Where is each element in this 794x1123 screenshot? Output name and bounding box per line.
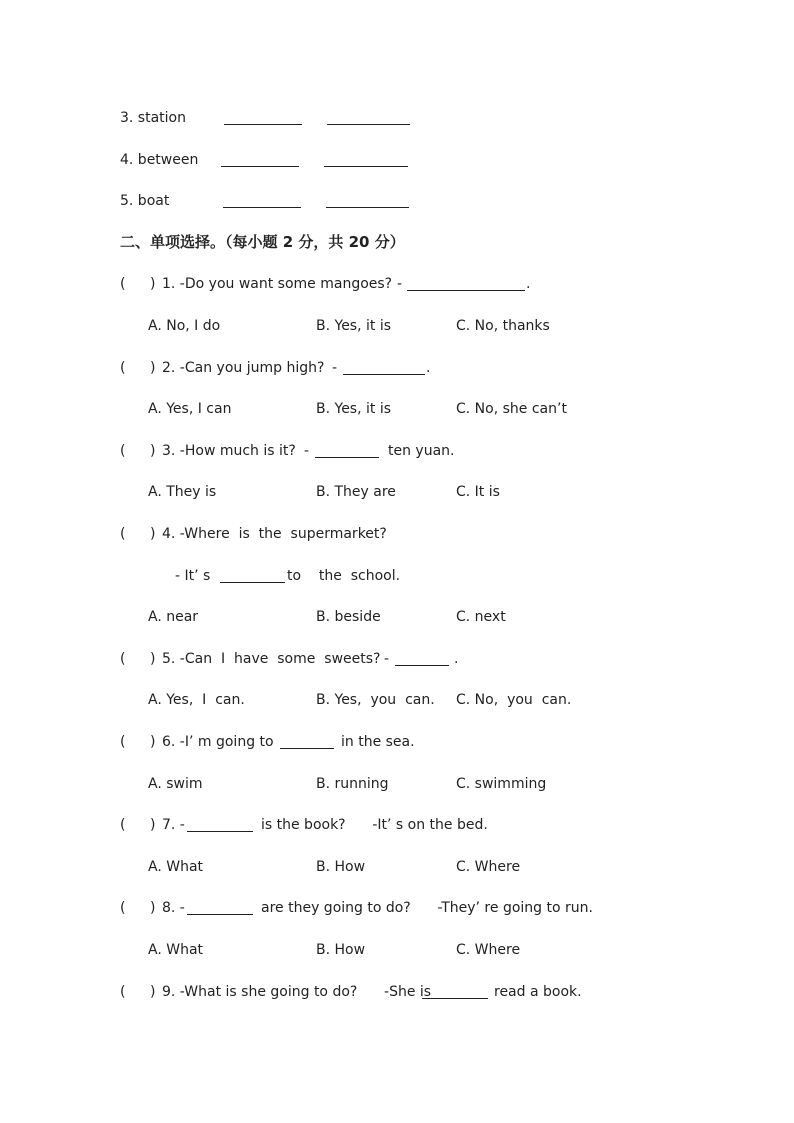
answer-paren-open: ( [120,817,126,833]
question-8-stem: 8. - [162,900,185,916]
answer-blank[interactable] [187,831,253,832]
vocab-blank[interactable] [224,124,302,125]
question-3-dash: - [304,443,310,459]
answer-paren-close: ) [150,360,156,376]
option-c[interactable]: C. Where [456,942,521,958]
question-1-stem: 1. -Do you want some mangoes? [162,276,393,292]
option-a[interactable]: A. near [148,609,199,625]
question-6-end: in the sea. [341,734,415,750]
answer-blank[interactable] [407,290,525,291]
answer-blank[interactable] [422,998,488,999]
question-7-stem: 7. - [162,817,185,833]
option-b[interactable]: B. Yes, you can. [316,692,435,708]
option-c[interactable]: C. swimming [456,776,547,792]
answer-paren-close: ) [150,984,156,1000]
question-5-end: . [454,651,459,667]
answer-paren-open: ( [120,360,126,376]
answer-paren-open: ( [120,900,126,916]
vocab-blank[interactable] [324,166,408,167]
vocab-blank[interactable] [327,124,410,125]
option-b[interactable]: B. How [316,859,366,875]
question-9-end: read a book. [494,984,582,1000]
question-9-stem: 9. -What is she going to do? -She is [162,984,432,1000]
vocab-blank[interactable] [221,166,299,167]
option-b[interactable]: B. They are [316,484,396,500]
answer-blank[interactable] [280,748,334,749]
answer-paren-close: ) [150,817,156,833]
option-a[interactable]: A. No, I do [148,318,221,334]
answer-paren-open: ( [120,526,126,542]
question-5-stem: 5. -Can I have some sweets? [162,651,381,667]
answer-paren-open: ( [120,984,126,1000]
option-a[interactable]: A. What [148,859,204,875]
option-a[interactable]: A. swim [148,776,203,792]
option-c[interactable]: C. No, you can. [456,692,572,708]
answer-paren-close: ) [150,734,156,750]
answer-blank[interactable] [395,665,449,666]
question-3-end: ten yuan. [388,443,455,459]
option-a[interactable]: A. They is [148,484,217,500]
question-1-end: . [526,276,531,292]
question-8-end: are they going to do? -They’ re going to run. [261,900,593,916]
answer-paren-open: ( [120,651,126,667]
option-c[interactable]: C. Where [456,859,521,875]
question-6-stem: 6. -I’ m going to [162,734,274,750]
question-5-dash: - [384,651,390,667]
question-3-stem: 3. -How much is it? [162,443,296,459]
option-c[interactable]: C. No, thanks [456,318,550,334]
question-4-line2-end: to the school. [287,568,401,584]
answer-blank[interactable] [187,914,253,915]
option-c[interactable]: C. No, she can’t [456,401,567,417]
option-a[interactable]: A. What [148,942,204,958]
answer-paren-close: ) [150,443,156,459]
option-a[interactable]: A. Yes, I can [148,401,232,417]
option-b[interactable]: B. beside [316,609,381,625]
question-4-line2: - It’ s [175,568,211,584]
answer-paren-close: ) [150,526,156,542]
question-2-end: . [426,360,431,376]
answer-paren-close: ) [150,900,156,916]
question-2-stem: 2. -Can you jump high? [162,360,325,376]
answer-paren-close: ) [150,276,156,292]
question-7-end: is the book? -It’ s on the bed. [261,817,488,833]
option-a[interactable]: A. Yes, I can. [148,692,245,708]
option-b[interactable]: B. running [316,776,389,792]
option-b[interactable]: B. Yes, it is [316,318,392,334]
option-c[interactable]: C. It is [456,484,500,500]
vocab-label-5: 5. boat [120,193,170,209]
question-2-dash: - [332,360,338,376]
vocab-label-4: 4. between [120,152,199,168]
question-1-dash: - [397,276,403,292]
answer-blank[interactable] [343,374,425,375]
option-c[interactable]: C. next [456,609,506,625]
vocab-blank[interactable] [326,207,409,208]
answer-blank[interactable] [220,582,285,583]
answer-paren-open: ( [120,276,126,292]
vocab-label-3: 3. station [120,110,186,126]
option-b[interactable]: B. How [316,942,366,958]
section-title: 二、单项选择。（每小题 2 分，共 20 分） [120,233,405,251]
answer-paren-open: ( [120,734,126,750]
option-b[interactable]: B. Yes, it is [316,401,392,417]
answer-paren-close: ) [150,651,156,667]
vocab-blank[interactable] [223,207,301,208]
question-4-stem: 4. -Where is the supermarket? [162,526,387,542]
answer-paren-open: ( [120,443,126,459]
answer-blank[interactable] [315,457,379,458]
